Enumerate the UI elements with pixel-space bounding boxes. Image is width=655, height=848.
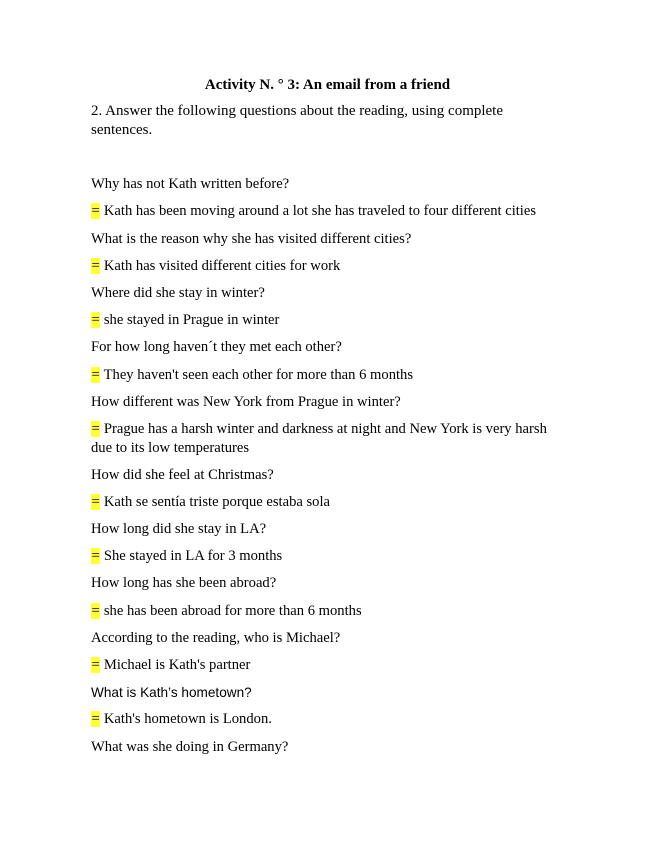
question-2: What is the reason why she has visited different cities?: [91, 231, 412, 247]
answer-4: = They haven't seen each other for more than 6 months: [91, 367, 414, 383]
highlight-marker: =: [91, 711, 100, 727]
highlight-marker: =: [91, 548, 100, 564]
highlight-marker: =: [91, 421, 100, 437]
answer-8: = she has been abroad for more than 6 months: [91, 603, 362, 619]
answer-1: = Kath has been moving around a lot she has traveled to four different cities: [91, 203, 537, 219]
question-8: How long has she been abroad?: [91, 575, 277, 591]
activity-title: Activity N. ° 3: An email from a friend: [204, 77, 451, 93]
highlight-marker: =: [91, 203, 100, 219]
answer-10: = Kath's hometown is London.: [91, 711, 272, 727]
question-11: What was she doing in Germany?: [91, 739, 289, 755]
answer-6: = Kath se sentía triste porque estaba sola: [91, 494, 331, 510]
instruction-text: 2. Answer the following questions about the reading, using complete sentences.: [91, 103, 504, 138]
answer-2: = Kath has visited different cities for work: [91, 258, 341, 274]
question-4: For how long haven´t they met each other?: [91, 339, 342, 355]
answer-7: = She stayed in LA for 3 months: [91, 548, 283, 564]
answer-5: = Prague has a harsh winter and darkness at night and New York is very harsh due to its low temperatures: [91, 421, 547, 456]
question-3: Where did she stay in winter?: [91, 285, 265, 301]
highlight-marker: =: [91, 494, 100, 510]
question-5: How different was New York from Prague in winter?: [91, 394, 401, 410]
question-6: How did she feel at Christmas?: [91, 467, 274, 483]
highlight-marker: =: [91, 657, 100, 673]
answer-3: = she stayed in Prague in winter: [91, 312, 280, 328]
highlight-marker: =: [91, 312, 100, 328]
highlight-marker: =: [91, 367, 100, 383]
question-10: What is Kath’s hometown?: [91, 685, 252, 700]
question-9: According to the reading, who is Michael?: [91, 630, 341, 646]
answer-9: = Michael is Kath's partner: [91, 657, 251, 673]
highlight-marker: =: [91, 603, 100, 619]
question-7: How long did she stay in LA?: [91, 521, 267, 537]
highlight-marker: =: [91, 258, 100, 274]
question-1: Why has not Kath written before?: [91, 176, 290, 192]
